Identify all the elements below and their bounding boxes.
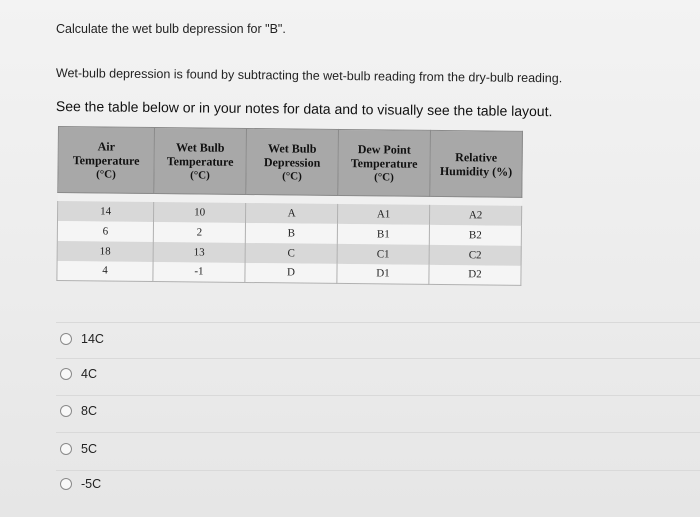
header-wet-bulb-depression bbox=[246, 128, 339, 195]
answer-option-4c[interactable] bbox=[60, 367, 97, 381]
header-line: Wet Bulb bbox=[268, 140, 317, 156]
header-relative-humidity bbox=[430, 130, 523, 197]
answer-option-5c[interactable] bbox=[60, 442, 97, 456]
divider bbox=[56, 470, 700, 471]
option-label: 5C bbox=[81, 442, 97, 456]
header-air-temperature bbox=[58, 127, 155, 194]
header-line: Relative bbox=[455, 149, 498, 165]
header-dew-point-temperature bbox=[338, 129, 431, 196]
divider bbox=[56, 432, 700, 433]
header-line: Air bbox=[97, 138, 116, 154]
table-cell: A1 bbox=[337, 203, 429, 224]
note-text: See the table below or in your notes for data and to visually see the table layout. bbox=[55, 98, 553, 120]
table-cell: B2 bbox=[429, 224, 521, 245]
table-cell: C bbox=[245, 242, 337, 263]
answer-option-minus-5c[interactable] bbox=[60, 477, 101, 491]
table-cell: 18 bbox=[57, 240, 153, 261]
option-label: 8C bbox=[81, 404, 97, 418]
header-line: Humidity (%) bbox=[439, 163, 513, 179]
answer-option-8c[interactable] bbox=[60, 404, 97, 418]
option-label: 4C bbox=[81, 367, 97, 381]
table-cell: 2 bbox=[153, 222, 245, 243]
table-cell: A bbox=[246, 202, 338, 223]
table-cell: 14 bbox=[58, 201, 154, 222]
header-wet-bulb-temperature bbox=[154, 128, 247, 195]
header-line: Temperature bbox=[72, 152, 140, 168]
header-unit: (°C) bbox=[96, 167, 116, 181]
table-cell: A2 bbox=[429, 204, 521, 225]
table-cell: C2 bbox=[429, 244, 521, 265]
option-label: -5C bbox=[81, 477, 102, 491]
table-cell: 10 bbox=[154, 202, 246, 223]
option-label: 14C bbox=[81, 332, 104, 346]
header-line: Depression bbox=[263, 154, 321, 170]
header-line: Dew Point bbox=[357, 141, 411, 157]
header-unit: (°C) bbox=[282, 169, 302, 183]
radio-button-icon[interactable] bbox=[60, 405, 72, 417]
table-cell: 13 bbox=[153, 242, 245, 263]
table-cell: D bbox=[245, 262, 337, 283]
table-cell: 6 bbox=[57, 221, 153, 242]
header-line: Temperature bbox=[166, 153, 234, 169]
header-unit: (°C) bbox=[190, 168, 210, 182]
divider bbox=[56, 395, 700, 396]
table-cell: B1 bbox=[337, 223, 429, 244]
table-cell: 4 bbox=[57, 260, 153, 281]
answer-option-14c[interactable] bbox=[60, 332, 104, 346]
table-row bbox=[57, 260, 521, 285]
radio-button-icon[interactable] bbox=[60, 443, 72, 455]
table-header-row bbox=[58, 127, 523, 198]
header-line: Wet Bulb bbox=[176, 139, 225, 155]
description-text: Wet-bulb depression is found by subtracting the wet-bulb reading from the dry-bulb reading. bbox=[55, 66, 563, 86]
radio-button-icon[interactable] bbox=[60, 368, 72, 380]
radio-button-icon[interactable] bbox=[60, 333, 72, 345]
table-cell: C1 bbox=[337, 243, 429, 264]
data-table-container bbox=[56, 126, 523, 286]
header-line: Temperature bbox=[350, 155, 418, 171]
table-cell: D2 bbox=[429, 264, 521, 285]
table-cell: B bbox=[245, 222, 337, 243]
divider bbox=[56, 358, 700, 359]
data-table bbox=[56, 126, 523, 286]
header-unit: (°C) bbox=[374, 170, 394, 184]
table-cell: D1 bbox=[337, 263, 429, 284]
table-cell: -1 bbox=[153, 262, 245, 283]
divider bbox=[56, 322, 700, 323]
radio-button-icon[interactable] bbox=[60, 478, 72, 490]
question-text: Calculate the wet bulb depression for "B". bbox=[56, 22, 286, 36]
